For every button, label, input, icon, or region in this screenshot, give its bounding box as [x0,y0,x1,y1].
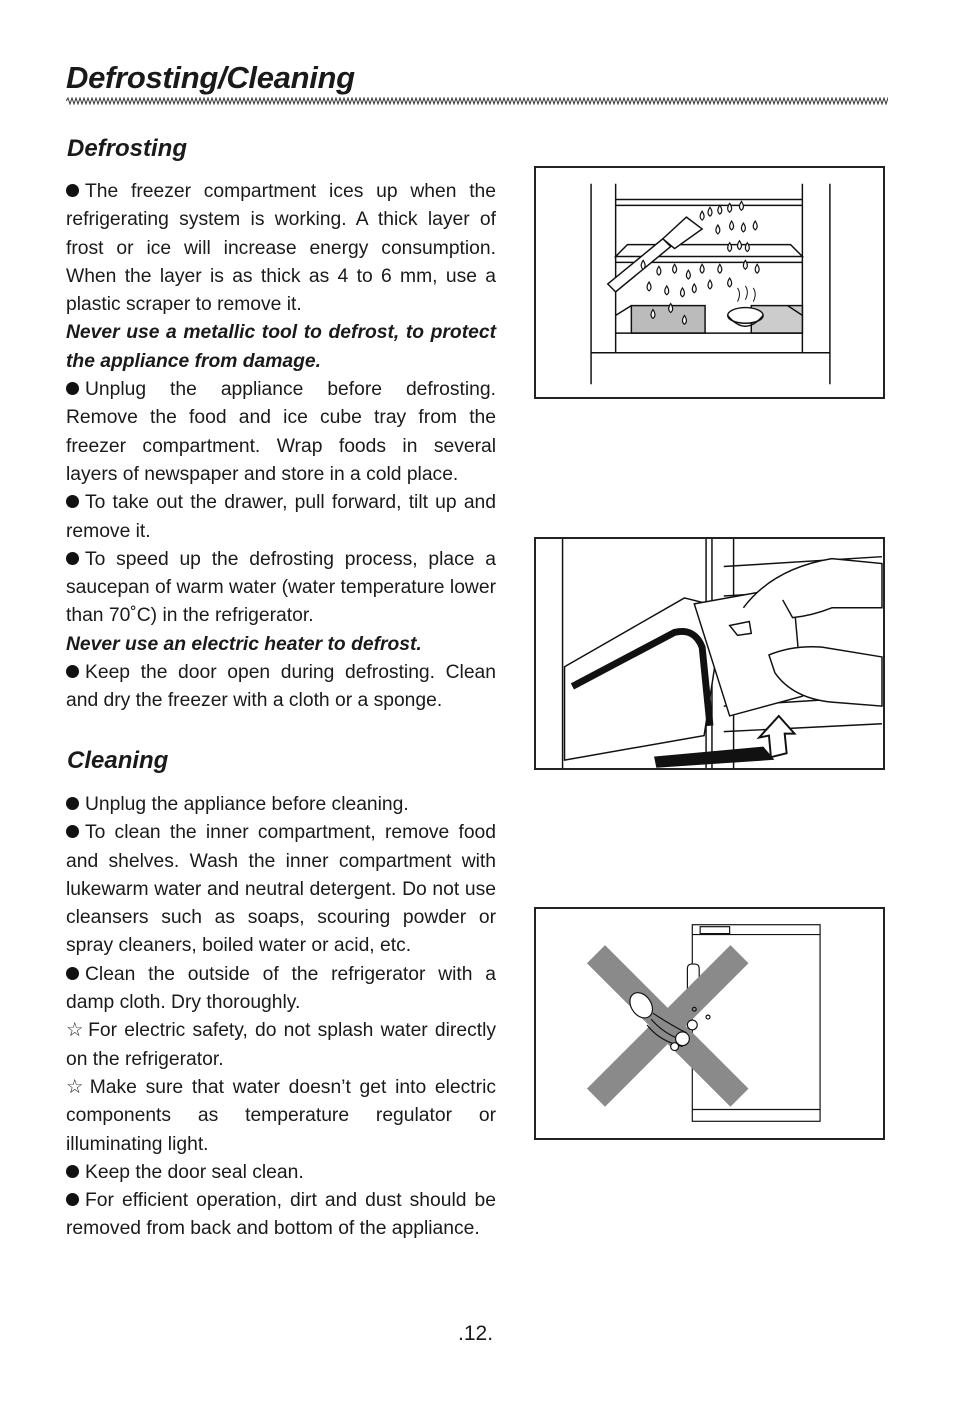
water-drop-icon [728,243,732,252]
water-drop-icon [718,264,722,273]
title-wavy-rule [66,97,888,105]
page-title: Defrosting/Cleaning [66,60,355,95]
water-drop-icon [700,264,704,273]
page-number: .12. [458,1322,494,1345]
bullet-icon [66,825,79,838]
clean-para-6: Keep the door seal clean. [66,1159,496,1187]
defrost-para-2: Unplug the appliance before defrosting. Remove the food and ice cube tray from the freezer compartment. Wrap foods in several layers of newspaper and store in a cold place. [66,379,496,485]
water-drop-icon [708,207,712,216]
water-drop-icon [657,266,661,275]
water-drop-icon [665,286,669,295]
water-drop-icon [716,225,720,234]
no-water-splash-illustration [534,907,885,1140]
water-drop-icon [682,315,686,324]
bullet-icon [66,495,79,508]
water-drop-icon [753,221,757,230]
water-drop-icon [669,304,673,313]
water-drop-icon [743,260,747,269]
water-drop-icon [730,221,734,230]
clean-para-2: To clean the inner compartment, remove food and shelves. Wash the inner compartment with lukewarm water and neutral detergent. Do not use cleansers such as soaps, scouring powder or spray cleaners, boiled water or acid, etc. [66,822,496,957]
clean-para-1: Unplug the appliance before cleaning. [66,791,496,819]
defrost-warning-metal: Never use a metallic tool to defrost, to protect the appliance from damage. [66,322,496,372]
clean-para-7: For efficient operation, dirt and dust should be removed from back and bottom of the appliance. [66,1190,496,1240]
bullet-icon [66,1193,79,1206]
defrost-warning-heater: Never use an electric heater to defrost. [66,633,422,655]
water-drop-icon [692,284,696,293]
water-drop-icon [700,211,704,220]
defrost-para-5: Keep the door open during defrosting. Clean and dry the freezer with a cloth or a sponge. [66,662,496,712]
defrosting-section [66,178,496,716]
water-drop-icon [686,270,690,279]
water-drop-icon [651,310,655,319]
clean-para-5: ☆ Make sure that water doesn’t get into electric components as temperature regulator or illuminating light. [66,1076,496,1155]
bullet-icon [66,184,79,197]
bullet-icon [66,382,79,395]
water-drop-icon [741,223,745,232]
water-drop-icon [718,205,722,214]
defrosting-heading: Defrosting [67,135,187,162]
water-drop-icon [673,264,677,273]
bullet-icon [66,1165,79,1178]
cleaning-heading: Cleaning [67,747,169,774]
water-drop-icon [745,243,749,252]
star-icon: ☆ [66,1020,86,1042]
bullet-icon [66,665,79,678]
water-drop-icon [755,264,759,273]
defrost-para-1: The freezer compartment ices up when the refrigerating system is working. A thick layer of frost or ice will increase energy consumption. When the layer is as thick as 4 to 6 mm, use a plastic scraper to remove it. [66,181,496,316]
cleaning-section [66,791,496,1244]
clean-para-3: Clean the outside of the refrigerator with a damp cloth. Dry thoroughly. [66,963,496,1014]
star-icon: ☆ [66,1076,87,1098]
water-drop-icon [728,278,732,287]
defrost-para-4: To speed up the defrosting process, place a saucepan of warm water (water temperature lower than 70˚C) in the refrigerator. [66,548,496,627]
defrost-scraper-illustration [534,166,885,399]
clean-para-4: ☆ For electric safety, do not splash water directly on the refrigerator. [66,1020,496,1070]
defrost-para-3: To take out the drawer, pull forward, tilt up and remove it. [66,492,496,542]
water-drop-icon [738,241,742,250]
bullet-icon [66,967,79,980]
water-drop-icon [641,260,645,269]
bullet-icon [66,552,79,565]
water-drop-icon [708,280,712,289]
drawer-removal-illustration [534,537,885,770]
water-drop-icon [647,282,651,291]
bullet-icon [66,797,79,810]
water-drop-icon [739,201,743,210]
water-drop-icon [728,203,732,212]
water-drop-icon [681,288,685,297]
